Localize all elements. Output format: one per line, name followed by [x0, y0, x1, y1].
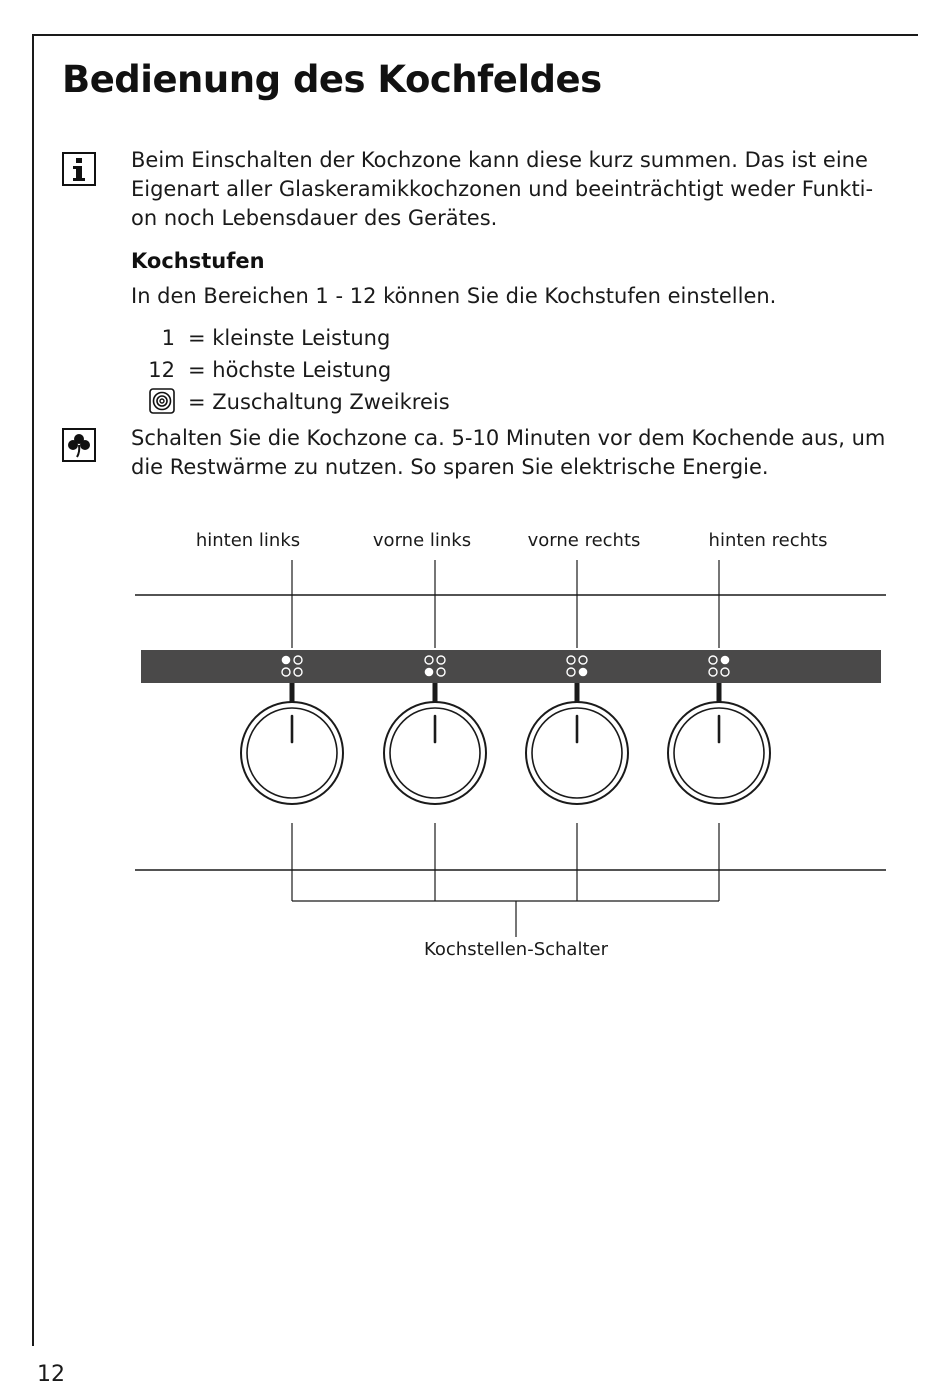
page-title: Bedienung des Kochfeldes [62, 58, 602, 101]
page-number: 12 [37, 1362, 65, 1387]
tip-paragraph [131, 424, 901, 482]
zone-label-vorne-links: vorne links [372, 530, 472, 551]
switches-label: Kochstellen-Schalter [423, 939, 609, 960]
levels-intro-text: In den Bereichen 1 - 12 können Sie die Kochstufen einstellen. [131, 284, 777, 308]
clover-icon [62, 428, 96, 462]
levels-heading: Kochstufen [131, 249, 265, 273]
zone-label-hinten-rechts: hinten rechts [708, 530, 828, 551]
level-key: 1 [161, 326, 175, 350]
level-text: = Zuschaltung Zweikreis [188, 390, 450, 414]
levels-intro [131, 282, 901, 311]
info-icon [62, 152, 96, 186]
top-rule [32, 34, 918, 36]
control-strip [141, 650, 881, 683]
zone-label-hinten-links: hinten links [195, 530, 301, 551]
level-text: = kleinste Leistung [188, 326, 391, 350]
tip-line: die Restwärme zu nutzen. So sparen Sie elektrische Energie. [131, 455, 769, 479]
level-key: 12 [148, 358, 175, 382]
zone-label-vorne-rechts: vorne rechts [527, 530, 641, 551]
tip-line: Schalten Sie die Kochzone ca. 5-10 Minuten vor dem Kochende aus, um [131, 426, 886, 450]
level-text: = höchste Leistung [188, 358, 392, 382]
info-line: Eigenart aller Glaskeramikkochzonen und beeinträchtigt weder Funkti- [131, 177, 874, 201]
info-line: on noch Lebensdauer des Gerätes. [131, 206, 498, 230]
knob-vorne-rechts[interactable] [526, 683, 628, 804]
knob-hinten-rechts[interactable] [668, 683, 770, 804]
level-key [140, 386, 175, 418]
control-panel-diagram [0, 500, 950, 980]
knob-vorne-links[interactable] [384, 683, 486, 804]
knob-hinten-links[interactable] [241, 683, 343, 804]
info-paragraph [131, 146, 901, 233]
dual-circuit-icon [149, 388, 175, 414]
info-line: Beim Einschalten der Kochzone kann diese kurz summen. Das ist eine [131, 148, 868, 172]
